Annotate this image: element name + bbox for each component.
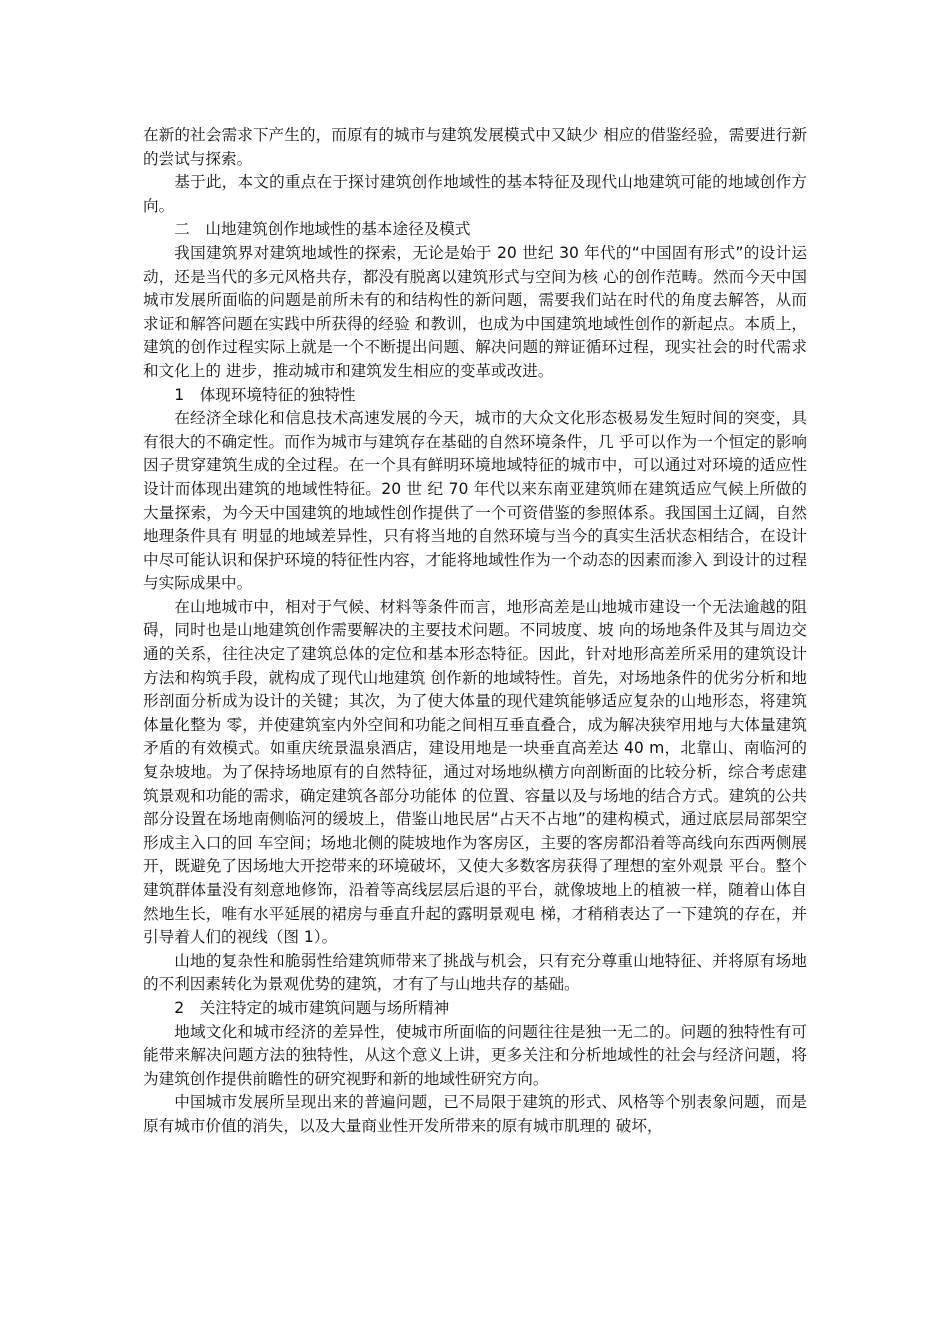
paragraph-continued: 在新的社会需求下产生的，而原有的城市与建筑发展模式中又缺少 相应的借鉴经验，需要进行新的尝试与探索。 — [143, 126, 807, 168]
paragraph: 基于此，本文的重点在于探讨建筑创作地域性的基本特征及现代山地建筑可能的地域创作方向。 — [143, 173, 807, 215]
paragraph: 山地的复杂性和脆弱性给建筑师带来了挑战与机会，只有充分尊重山地特征、并将原有场地的不利因素转化为景观优势的建筑，才有了与山地共存的基础。 — [143, 951, 807, 994]
subsection-heading: 2 关注特定的城市建筑问题与场所精神 — [174, 998, 450, 1017]
section-heading: 二 山地建筑创作地域性的基本途径及模式 — [174, 220, 471, 239]
paragraph: 中国城市发展所呈现出来的普遍问题，已不局限于建筑的形式、风格等个别表象问题，而是原有城市价值的消失，以及大量商业性开发所带来的原有城市肌理的 破坏， — [143, 1093, 807, 1135]
paragraph: 在经济全球化和信息技术高速发展的今天，城市的大众文化形态极易发生短时间的突变，具有很大的不确定性。而作为城市与建筑存在基础的自然环境条件，几 乎可以作为一个恒定的影响因子贯穿建筑生成的全过程。在一个具有鲜明环境地域特征的城市中，可以通过对环境的适应性设计而体现出建筑的地域性特征。20 世 纪 70 年代以来东南亚建筑师在建筑适应气候上所做的大量探索，为今天中国建筑的地域性创作提供了一个可资借鉴的参照体系。我国国土辽阔，自然地理条件具有 明显的地域差异性，只有将当地的自然环境与当今的真实生活状态相结合，在设计中尽可能认识和保护环境的特征性内容，才能将地域性作为一个动态的因素而渗入 到设计的过程与实际成果中。 — [143, 409, 807, 593]
paragraph: 在山地城市中，相对于气候、材料等条件而言，地形高差是山地城市建设一个无法逾越的阻碍，同时也是山地建筑创作需要解决的主要技术问题。不同坡度、坡 向的场地条件及其与周边交通的关系，往往决定了建筑总体的定位和基本形态特征。因此，针对地形高差所采用的建筑设计方法和构筑手段，就构成了现代山地建筑 创作新的地域特性。首先，对场地条件的优劣分析和地形剖面分析成为设计的关键；其次，为了使大体量的现代建筑能够适应复杂的山地形态，将建筑体量化整为 零，并使建筑室内外空间和功能之间相互垂直叠合，成为解决狭窄用地与大体量建筑矛盾的有效模式。如重庆统景温泉酒店，建设用地是一块垂直高差达 40 m，北靠山、南临河的复杂坡地。为了保持场地原有的自然特征，通过对场地纵横方向剖断面的比较分析，综合考虑建筑景观和功能的需求，确定建筑各部分功能体 的位置、容量以及与场地的结合方式。建筑的公共部分设置在场地南侧临河的缓坡上，借鉴山地民居“占天不占地”的建构模式，通过底层局部架空形成主入口的回 车空间；场地北侧的陡坡地作为客房区，主要的客房都沿着等高线向东西两侧展开，既避免了因场地大开挖带来的环境破坏，又使大多数客房获得了理想的室外观景 平台。整个建筑群体量没有刻意地修饰，沿着等高线层层后退的平台，就像坡地上的植被一样，随着山体自然地生长，唯有水平延展的裙房与垂直升起的露明景观电 梯，才稍稍表达了一下建筑的存在，并引导着人们的视线（图 1）。 — [143, 597, 807, 947]
subsection-heading: 1 体现环境特征的独特性 — [174, 385, 356, 404]
paragraph: 我国建筑界对建筑地域性的探索，无论是始于 20 世纪 30 年代的“中国固有形式”的设计运动，还是当代的多元风格共存，都没有脱离以建筑形式与空间为核 心的创作范畴。然而今天中国城市发展所面临的问题是前所未有的和结构性的新问题，需要我们站在时代的角度去解答，从而求证和解答问题在实践中所获得的经验 和教训，也成为中国建筑地域性创作的新起点。本质上，建筑的创作过程实际上就是一个不断提出问题、解决问题的辩证循环过程，现实社会的时代需求和文化上的 进步，推动城市和建筑发生相应的变革或改进。 — [143, 243, 807, 380]
document-body — [143, 124, 807, 1139]
paragraph: 地域文化和城市经济的差异性，使城市所面临的问题往往是独一无二的。问题的独特性有可能带来解决问题方法的独特性，从这个意义上讲，更多关注和分析地域性的社会与经济问题，将为建筑创作提供前瞻性的研究视野和新的地域性研究方向。 — [143, 1022, 807, 1088]
